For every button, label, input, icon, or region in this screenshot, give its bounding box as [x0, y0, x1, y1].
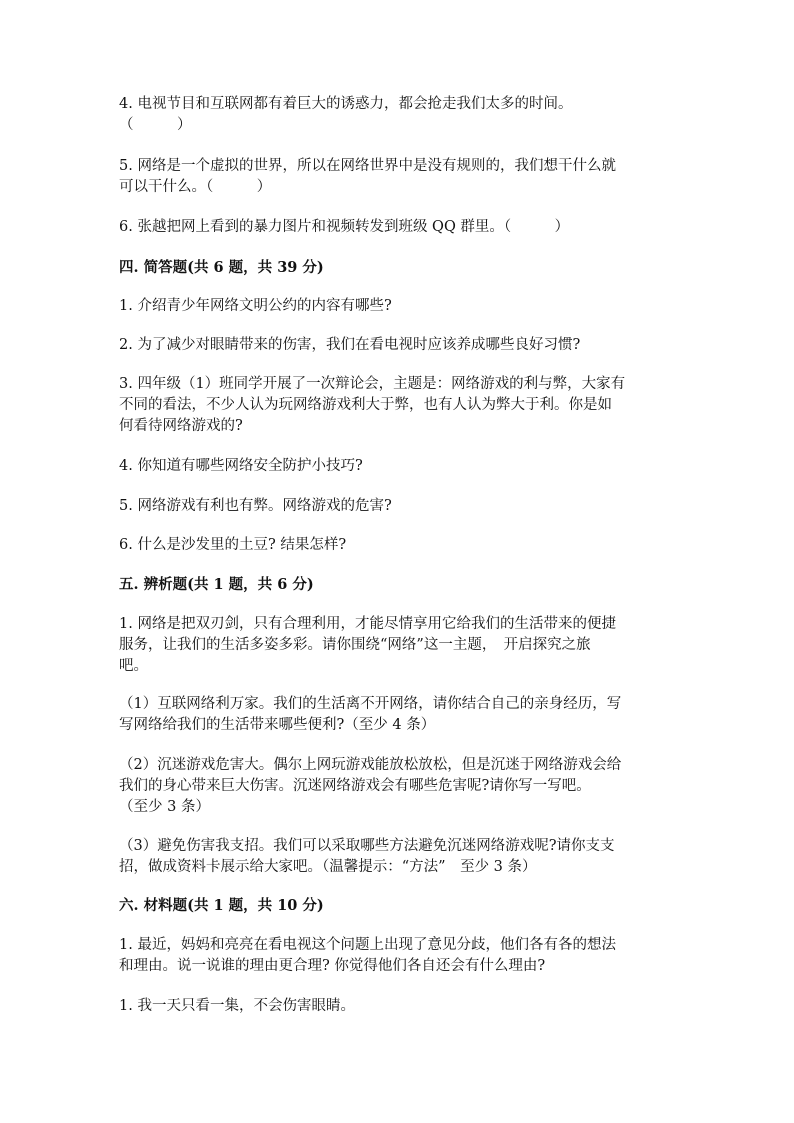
section-heading-material: 六. 材料题(共 1 题，共 10 分) [119, 897, 324, 914]
sub-question-1: （1）互联网络利万家。我们的生活离不开网络，请你结合自己的亲身经历，写 写网络给我们的生活带来哪些便利?（至少 4 条） [119, 696, 622, 733]
question-short-2: 2. 为了减少对眼睛带来的伤害，我们在看电视时应该养成哪些良好习惯? [119, 337, 581, 353]
question-short-6: 6. 什么是沙发里的土豆? 结果怎样? [119, 537, 347, 553]
question-short-1: 1. 介绍青少年网络文明公约的内容有哪些? [119, 298, 392, 314]
section-heading-short-answer: 四. 简答题(共 6 题，共 39 分) [119, 259, 324, 276]
sub-question-3: （3）避免伤害我支招。我们可以采取哪些方法避免沉迷网络游戏呢?请你支支 招，做成资料卡展示给大家吧。（温馨提示：“方法” 至少 3 条） [119, 838, 615, 875]
question-short-3: 3. 四年级（1）班同学开展了一次辩论会，主题是：网络游戏的利与弊，大家有 不同的看法，不少人认为玩网络游戏利大于弊，也有人认为弊大于利。你是如 何看待网络游戏的? [119, 376, 626, 434]
question-tf-5: 5. 网络是一个虚拟的世界，所以在网络世界中是没有规则的，我们想干什么就 可以干什么。（ ） [119, 158, 616, 195]
sub-question-2: （2）沉迷游戏危害大。偶尔上网玩游戏能放松放松，但是沉迷于网络游戏会给 我们的身心带来巨大伤害。沉迷网络游戏会有哪些危害呢?请你写一写吧。 （至少 3 条） [119, 757, 622, 815]
question-material-1: 1. 最近，妈妈和亮亮在看电视这个问题上出现了意见分歧，他们各有各的想法 和理由。说一说谁的理由更合理? 你觉得他们各自还会有什么理由? [119, 937, 616, 974]
question-tf-4: 4. 电视节目和互联网都有着巨大的诱惑力，都会抢走我们太多的时间。 （ ） [119, 96, 573, 133]
question-short-5: 5. 网络游戏有利也有弊。网络游戏的危害? [119, 498, 392, 514]
section-heading-analysis: 五. 辨析题(共 1 题，共 6 分) [119, 576, 314, 593]
material-item-1: 1. 我一天只看一集，不会伤害眼睛。 [119, 998, 355, 1014]
question-analysis-1: 1. 网络是把双刃剑，只有合理利用，才能尽情享用它给我们的生活带来的便捷 服务，让我们的生活多姿多彩。请你围绕“网络”这一主题， 开启探究之旅 吧。 [119, 616, 616, 674]
question-short-4: 4. 你知道有哪些网络安全防护小技巧? [119, 458, 363, 474]
question-tf-6: 6. 张越把网上看到的暴力图片和视频转发到班级 QQ 群里。（ ） [119, 219, 570, 235]
